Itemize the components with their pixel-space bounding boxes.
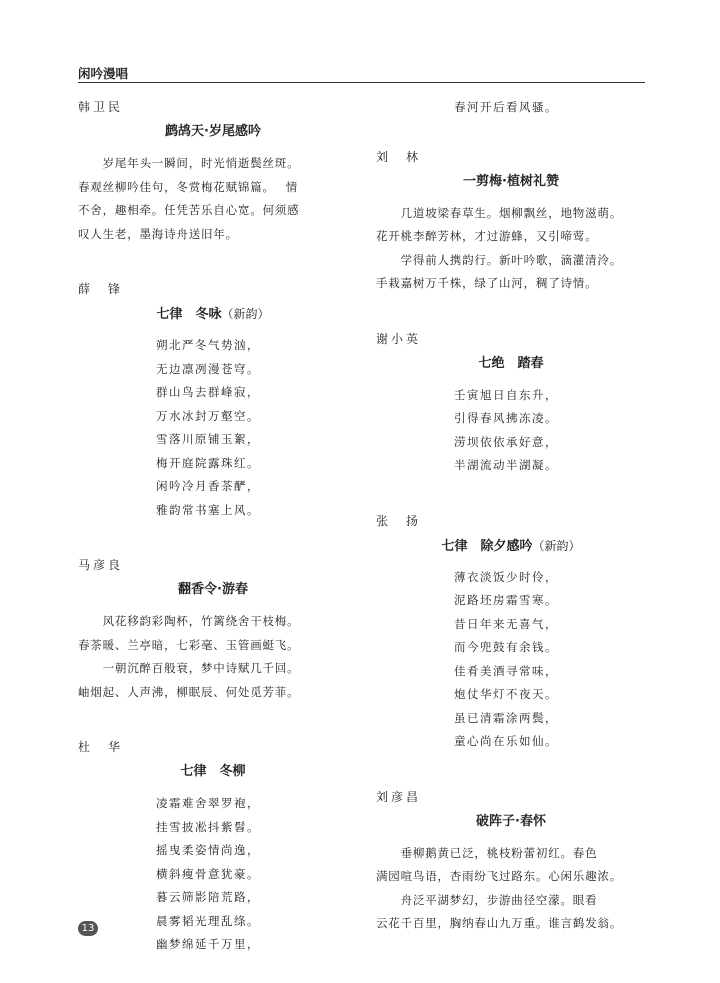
- poem-continuation: [376, 96, 646, 120]
- poem-title: 七律 冬柳: [180, 764, 246, 779]
- poem-body: [376, 566, 646, 754]
- poem-line: 雪落川原铺玉絮，: [156, 432, 260, 446]
- poem-body: [78, 792, 348, 957]
- poem-line: 雅韵常书塞上风。: [156, 502, 260, 517]
- poem-body: [78, 610, 348, 704]
- left-column: [78, 96, 348, 957]
- poem-line: 梅开庭院露珠红。: [156, 455, 260, 470]
- poem-line: 叹人生老，墨海诗舟送旧年。: [78, 226, 238, 241]
- author: 张 扬: [376, 513, 422, 528]
- poem-body: [78, 334, 348, 522]
- poem-line: 春河开后看风骚。: [454, 100, 558, 114]
- author: 刘 林: [376, 149, 422, 164]
- poem-body: [78, 152, 348, 246]
- poem-title: 七律 冬咏（新韵）: [156, 307, 270, 322]
- poem-line: 闲吟冷月香茶酽，: [156, 479, 260, 493]
- poem-line: 引得春风拂冻凌。: [454, 411, 558, 425]
- poem-line: 垂柳鹅黄已泛，桃枝粉蕾初红。春色: [376, 845, 598, 860]
- poem-title: 破阵子·春怀: [476, 813, 546, 829]
- poem-line: 佳肴美酒寻常味，: [454, 663, 558, 678]
- author: 杜 华: [78, 740, 124, 754]
- poem-line: 满园喧鸟语，杏雨纷飞过路东。心闲乐趣浓。: [376, 869, 622, 883]
- poem-line: 花开桃李醉芳林，才过游蜂，又引啼莺。: [376, 229, 598, 243]
- poem-line: 无边凛冽漫苍穹。: [156, 361, 260, 376]
- poem-title: 鹧鸪天·岁尾感吟: [165, 124, 261, 139]
- poem-line: 群山鸟去群峰寂，: [156, 385, 260, 399]
- poem-body: [376, 842, 646, 936]
- poem-line: 挂雪披凇抖紫髫。: [156, 819, 260, 834]
- poem-line: 幽梦绵延千万里，: [156, 937, 260, 951]
- poem-line: 壬寅旭日自东升，: [454, 387, 558, 402]
- author: 韩卫民: [78, 100, 124, 114]
- poem-line: 一朝沉醉百般衰，梦中诗赋几千回。: [78, 661, 300, 675]
- poem-line: 泥路坯房霜雪寒。: [454, 593, 558, 607]
- poem-line: 而今兜鼓有余钱。: [454, 640, 558, 654]
- poem-title: 七绝 踏春: [478, 355, 544, 371]
- poem-line: 虽已清霜涂两鬓，: [454, 710, 558, 725]
- author: 谢小英: [376, 331, 422, 346]
- right-column: [376, 96, 646, 936]
- poem-line: 不舍，趣相牵。任凭苦乐自心宽。何须感: [78, 203, 300, 217]
- poem-line: 暮云筛影陪荒路，: [156, 890, 260, 904]
- poem-line: 春观丝柳吟佳句，冬赏梅花赋锦篇。 情: [78, 179, 299, 194]
- page-number: 13: [78, 921, 98, 936]
- author: 薛 锋: [78, 282, 124, 296]
- poem-body: [376, 202, 646, 296]
- poem-line: 学得前人携韵行。新叶吟歌，滴灌清泠。: [376, 252, 622, 267]
- poem-line: 炮仗华灯不夜天。: [454, 687, 558, 701]
- poem-line: 晨雾韬光理乱绦。: [156, 913, 260, 928]
- section-header: [78, 62, 645, 83]
- author: 刘彦昌: [376, 789, 422, 804]
- poem-line: 春茶暖、兰亭暗，七彩毫、玉管画蜓飞。: [78, 637, 300, 652]
- poem-line: 凌霜难舍翠罗袍，: [156, 796, 260, 810]
- poem-line: 涝坝依依承好意，: [454, 434, 558, 449]
- poem-line: 岫烟起、人声沸，柳眠辰、何处觅芳菲。: [78, 684, 300, 699]
- poem-title: 翻香令·游春: [178, 582, 248, 597]
- author: 马彦良: [78, 558, 124, 572]
- poem-body: [376, 384, 646, 478]
- poem-line: 岁尾年头一瞬间，时光悄逝鬓丝斑。: [78, 156, 300, 170]
- poem-line: 薄衣淡饭少时伶，: [454, 569, 558, 584]
- poem-line: 童心尚在乐如仙。: [454, 734, 558, 748]
- poem-line: 手栽嘉树万千株，绿了山河，稠了诗情。: [376, 276, 598, 290]
- poem-title: 一剪梅·植树礼赞: [463, 173, 559, 189]
- poem-line: 风花移韵彩陶杯，竹篱绕舍干枝梅。: [78, 614, 300, 628]
- poem-line: 舟泛平湖梦幻，步游曲径空濛。眼看: [376, 892, 598, 907]
- poem-line: 朔北严冬气势汹，: [156, 338, 260, 352]
- poem-title: 七律 除夕感吟（新韵）: [441, 538, 581, 554]
- poem-line: 昔日年来无喜气，: [454, 616, 558, 631]
- poem-line: 摇曳柔姿情尚逸，: [156, 843, 260, 857]
- poem-line: 半湖流动半湖凝。: [454, 458, 558, 472]
- poem-line: 云花千百里，胸纳春山九万重。谁言鹤发翁。: [376, 916, 622, 930]
- poem-line: 万水冰封万壑空。: [156, 408, 260, 423]
- poem-line: 横斜瘦骨意犹豪。: [156, 866, 260, 881]
- section-title: 闲吟漫唱: [78, 66, 129, 81]
- poem-line: 几道坡梁春草生。烟柳飘丝，地物滋萌。: [376, 205, 622, 220]
